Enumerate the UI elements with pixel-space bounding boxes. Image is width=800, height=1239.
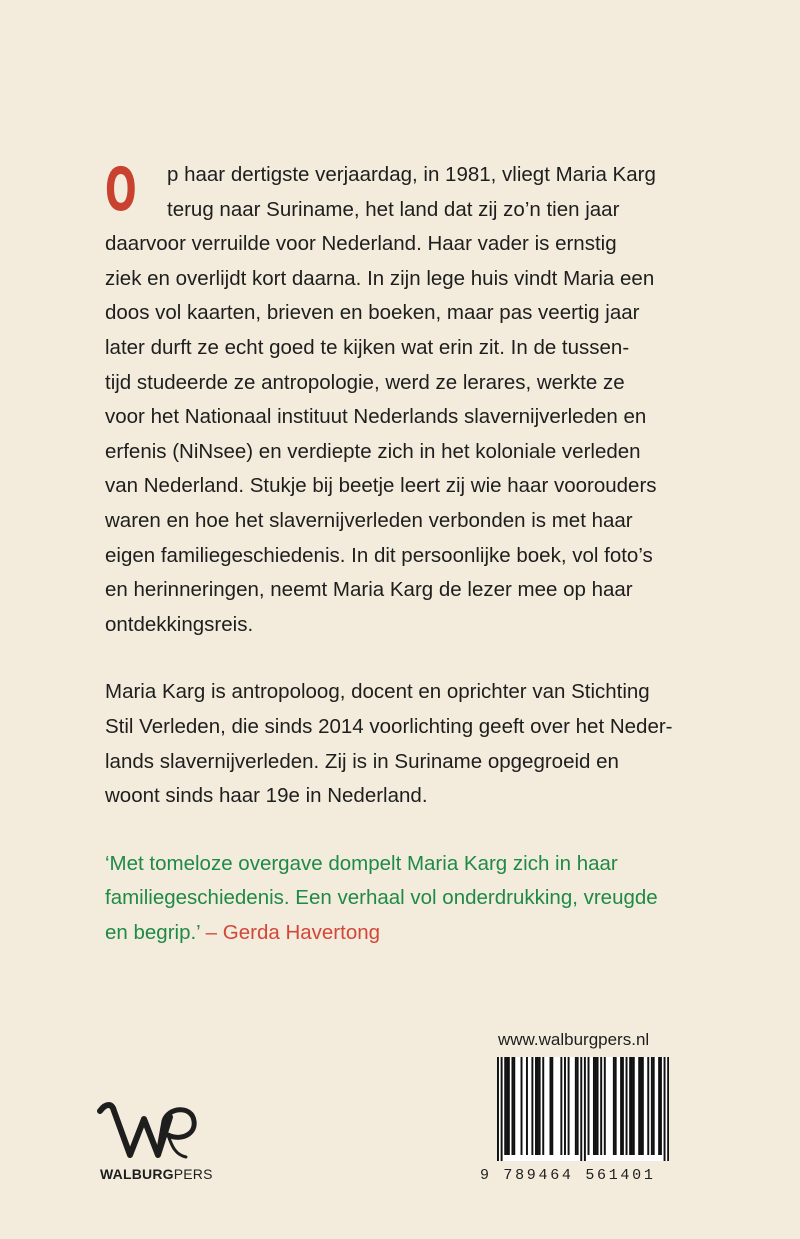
text-line: later durft ze echt goed te kijken wat erin zit. In de tussen- [105,335,630,359]
barcode-bar [604,1057,606,1155]
logo-text-regular: PERS [173,1166,213,1182]
synopsis-paragraph [105,155,705,642]
text-line: voor het Nationaal instituut Nederlands slavernijverleden en [105,405,647,429]
barcode-bar [511,1057,513,1155]
endorsement-quote [105,847,705,951]
text-line: van Nederland. Stukje bij beetje leert zij wie haar voorouders [105,474,657,498]
barcode-bar [551,1057,553,1155]
barcode-bar [531,1057,533,1155]
barcode-bar [600,1057,602,1155]
back-cover-text [105,155,705,950]
quote-attribution: – Gerda Havertong [199,920,381,944]
barcode-bar [580,1057,582,1161]
barcode-bar [615,1057,617,1155]
quote-line-last [105,916,705,951]
text-line: daarvoor verruilde voor Nederland. Haar vader is ernstig [105,232,617,256]
logo-text-bold: WALBURG [100,1166,174,1182]
barcode-bar [535,1057,537,1155]
barcode-bar [620,1057,622,1155]
text-line: woont sinds haar 19e in Nederland. [105,784,428,808]
barcode-bar [568,1057,570,1155]
text-line: doos vol kaarten, brieven en boeken, maar pas veertig jaar [105,301,640,325]
text-line: erfenis (NiNsee) en verdiepte zich in het koloniale verleden [105,439,641,463]
barcode-bar [622,1057,624,1155]
barcode-bar [638,1057,640,1155]
barcode-bar [588,1057,590,1155]
barcode-bar [539,1057,541,1155]
text-line: en herinneringen, neemt Maria Karg de lezer mee op haar [105,578,633,602]
barcode-bar [640,1057,642,1155]
barcode-bar [504,1057,506,1155]
barcode-bar [653,1057,655,1155]
barcode-bar [497,1057,499,1161]
barcode-bar [560,1057,562,1155]
barcode-bar [595,1057,597,1155]
barcode-bar [664,1057,666,1161]
barcode-bar [629,1057,631,1155]
text-line: tijd studeerde ze antropologie, werd ze lerares, werkte ze [105,370,625,394]
text-line: ziek en overlijdt kort daarna. In zijn lege huis vindt Maria een [105,266,655,290]
barcode-bar [513,1057,515,1155]
text-line: Stil Verleden, die sinds 2014 voorlichting geeft over het Neder- [105,714,673,738]
barcode-bar [647,1057,649,1155]
barcode-bar [564,1057,566,1155]
barcode-bar [584,1057,586,1161]
text-line: eigen familiegeschiedenis. In dit persoonlijke boek, vol foto’s [105,543,653,567]
text-line: ontdekkingsreis. [105,612,254,636]
barcode-bar [577,1057,579,1155]
barcode-bar [633,1057,635,1155]
barcode-bar [658,1057,660,1155]
barcode-bars [497,1057,669,1161]
text-line: lands slavernijverleden. Zij is in Suriname opgegroeid en [105,749,619,773]
barcode-bar [506,1057,508,1155]
text-line: waren en hoe het slavernijverleden verbonden is met haar [105,508,633,532]
barcode-bar [575,1057,577,1155]
barcode-bar [613,1057,615,1155]
isbn-barcode [497,1057,669,1161]
publisher-logo-text [100,1166,213,1182]
publisher-url[interactable]: www.walburgpers.nl [498,1030,650,1049]
text-line: terug naar Suriname, het land dat zij zo’n tien jaar [167,197,620,221]
barcode-bar [501,1057,503,1161]
text-line: Maria Karg is antropoloog, docent en oprichter van Stichting [105,680,650,704]
barcode-bar [550,1057,552,1155]
barcode-bar [542,1057,544,1155]
quote-text: en begrip.’ [105,920,200,944]
wp-logo-icon [96,1097,202,1167]
barcode-bar [537,1057,539,1155]
quote-line: familiegeschiedenis. Een verhaal vol onderdrukking, vreugde [105,886,658,910]
barcode-bar [521,1057,523,1155]
drop-cap: O [105,155,137,225]
barcode-bar [597,1057,599,1155]
barcode-bar [593,1057,595,1155]
text-line: p haar dertigste verjaardag, in 1981, vliegt Maria Karg [167,163,656,186]
barcode-bar [508,1057,510,1155]
author-bio-paragraph [105,675,705,813]
barcode-bar [660,1057,662,1155]
barcode-bar [526,1057,528,1155]
barcode-bar [642,1057,644,1155]
barcode-bar [626,1057,628,1155]
barcode-bar [667,1057,669,1161]
isbn-number: 9 789464 561401 [480,1167,656,1184]
barcode-bar [631,1057,633,1155]
barcode-bar [651,1057,653,1155]
quote-line: ‘Met tomeloze overgave dompelt Maria Karg zich in haar [105,851,618,875]
